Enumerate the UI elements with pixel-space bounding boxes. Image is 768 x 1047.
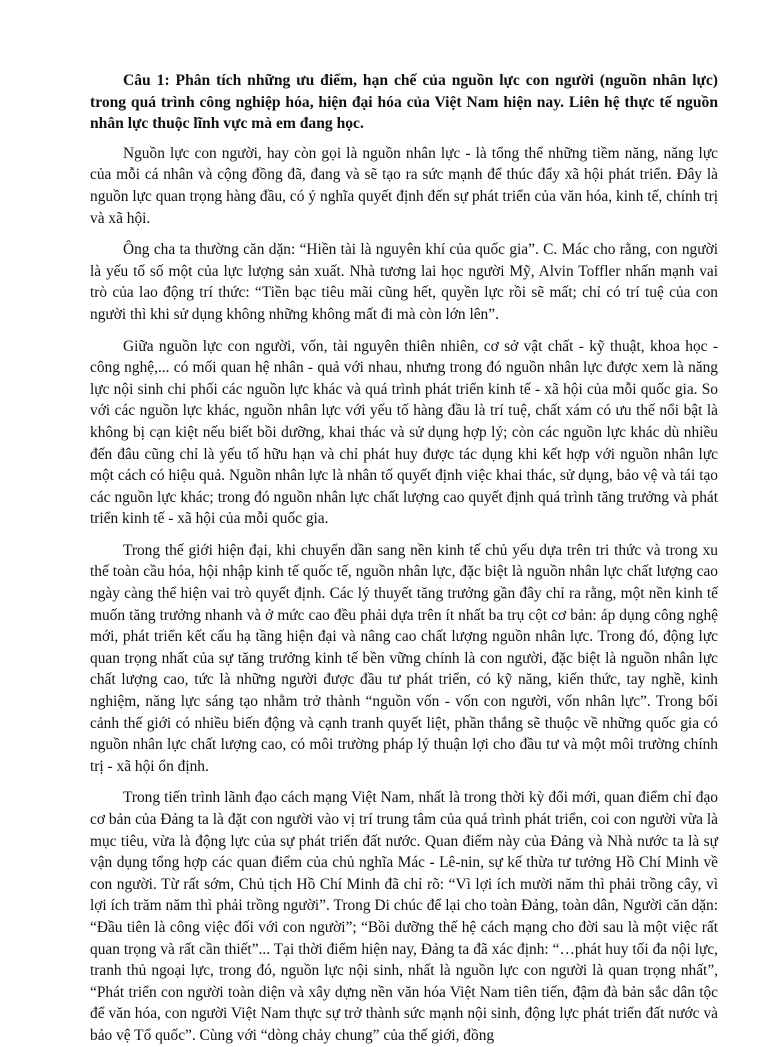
question-heading: Câu 1: Phân tích những ưu điểm, hạn chế của nguồn lực con người (nguồn nhân lực) trong quá trình công nghiệp hóa, hiện đại hóa của Việt Nam hiện nay. Liên hệ thực tế nguồn nhân lực thuộc lĩnh vực mà em đang học.: [90, 72, 718, 133]
paragraph-vietnam-policy: Trong tiến trình lãnh đạo cách mạng Việt Nam, nhất là trong thời kỳ đổi mới, quan điểm chỉ đạo cơ bản của Đảng ta là đặt con người vào vị trí trung tâm của quá trình phát triển, coi con người vừa là mục tiêu, vừa là động lực của sự phát triển đất nước. Quan điểm này của Đảng và Nhà nước ta là sự vận dụng tổng hợp các quan điểm của chủ nghĩa Mác - Lê-nin, sự kế thừa tư tưởng Hồ Chí Minh về con người. Từ rất sớm, Chủ tịch Hồ Chí Minh đã chỉ rõ: “Vì lợi ích mười năm thì phải trồng cây, vì lợi ích trăm năm thì phải trồng người”. Trong Di chúc để lại cho toàn Đảng, toàn dân, Người căn dặn: “Đầu tiên là công việc đối với con người”; “Bồi dưỡng thế hệ cách mạng cho đời sau là một việc rất quan trọng và rất cần thiết”... Tại thời điểm hiện nay, Đảng ta đã xác định: “…phát huy tối đa nội lực, tranh thủ ngoại lực, trong đó, nguồn lực nội sinh, nhất là nguồn lực con người là quan trọng nhất”, “Phát triển con người toàn diện và xây dựng nền văn hóa Việt Nam tiên tiến, đậm đà bản sắc dân tộc để văn hóa, con người Việt Nam thực sự trở thành sức mạnh nội sinh, động lực phát triển đất nước và bảo vệ Tổ quốc”. Cùng với “dòng chảy chung” của thế giới, đồng: [90, 789, 718, 1044]
paragraph-quotes: Ông cha ta thường căn dặn: “Hiền tài là nguyên khí của quốc gia”. C. Mác cho rằng, con người là yếu tố số một của lực lượng sản xuất. Nhà tương lai học người Mỹ, Alvin Toffler nhấn mạnh vai trò của lao động trí thức: “Tiền bạc tiêu mãi cũng hết, quyền lực rồi sẽ mất; chỉ có trí tuệ của con người thì khi sử dụng không những không mất đi mà còn lớn lên”.: [90, 241, 718, 323]
paragraph-definition: Nguồn lực con người, hay còn gọi là nguồn nhân lực - là tổng thể những tiềm năng, năng lực của mỗi cá nhân và cộng đồng đã, đang và sẽ tạo ra sức mạnh để thúc đẩy xã hội phát triển. Đây là nguồn lực quan trọng hàng đầu, có ý nghĩa quyết định đến sự phát triển của văn hóa, kinh tế, chính trị và xã hội.: [90, 144, 718, 227]
paragraph-modern-world: Trong thế giới hiện đại, khi chuyển dần sang nền kinh tế chủ yếu dựa trên tri thức và trong xu thế toàn cầu hóa, hội nhập kinh tế quốc tế, nguồn nhân lực, đặc biệt là nguồn nhân lực chất lượng cao ngày càng thể hiện vai trò quyết định. Các lý thuyết tăng trưởng gần đây chỉ ra rằng, một nền kinh tế muốn tăng trưởng nhanh và ở mức cao đều phải dựa trên ít nhất ba trụ cột cơ bản: áp dụng công nghệ mới, phát triển kết cấu hạ tầng hiện đại và nâng cao chất lượng nguồn nhân lực. Trong đó, động lực quan trọng nhất của sự tăng trưởng kinh tế bền vững chính là con người, đặc biệt là nguồn nhân lực chất lượng cao, tức là những người được đầu tư phát triển, có kỹ năng, kiến thức, tay nghề, kinh nghiệm, năng lực sáng tạo nhằm trở thành “nguồn vốn - vốn con người, vốn nhân lực”. Trong bối cảnh thế giới có nhiều biến động và cạnh tranh quyết liệt, phần thắng sẽ thuộc về những quốc gia có nguồn nhân lực chất lượng cao, có môi trường pháp lý thuận lợi cho đầu tư và một môi trường chính trị - xã hội ổn định.: [90, 541, 718, 775]
paragraph-relationship: Giữa nguồn lực con người, vốn, tài nguyên thiên nhiên, cơ sở vật chất - kỹ thuật, khoa học - công nghệ,... có mối quan hệ nhân - quả với nhau, nhưng trong đó nguồn nhân lực được xem là năng lực nội sinh chi phối các nguồn lực khác và quá trình phát triển kinh tế - xã hội của mỗi quốc gia. So với các nguồn lực khác, nguồn nhân lực với yếu tố hàng đầu là trí tuệ, chất xám có ưu thế nổi bật là không bị cạn kiệt nếu biết bồi dưỡng, khai thác và sử dụng hợp lý; còn các nguồn lực khác dù nhiều đến đâu cũng chỉ là yếu tố hữu hạn và chỉ phát huy được tác dụng khi kết hợp với nguồn nhân lực một cách có hiệu quả. Nguồn nhân lực là nhân tố quyết định việc khai thác, sử dụng, bảo vệ và tái tạo các nguồn lực khác; trong đó nguồn nhân lực chất lượng cao quyết định quá trình tăng trưởng và phát triển kinh tế - xã hội của mỗi quốc gia.: [90, 337, 718, 528]
